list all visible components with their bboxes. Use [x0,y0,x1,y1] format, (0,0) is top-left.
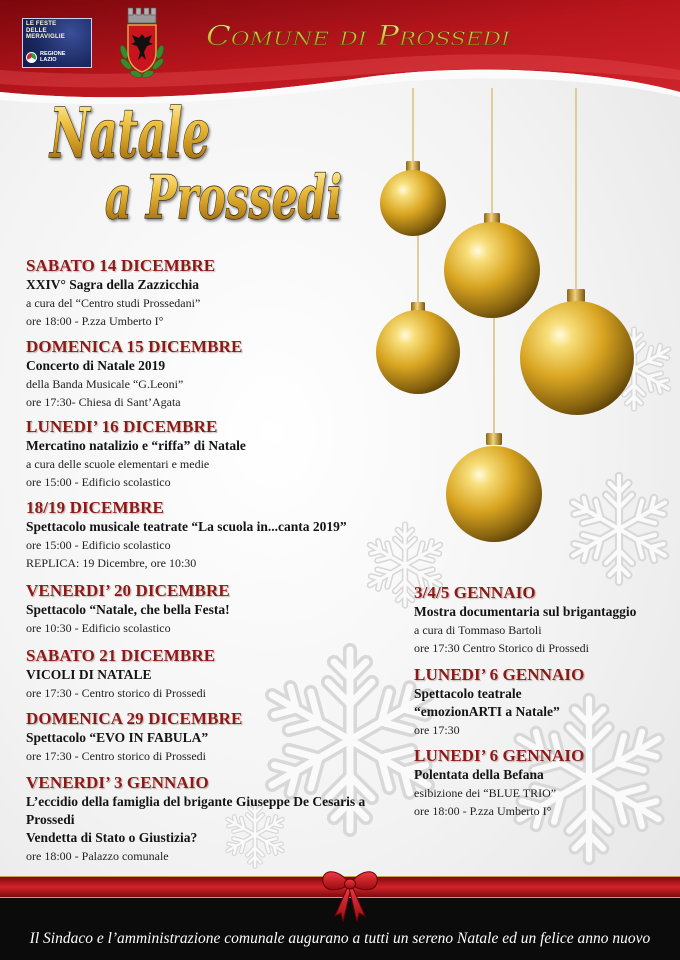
event-date: SABATO 21 DICEMBRE [26,646,216,665]
event-venerdi-20-dicembre [26,581,230,637]
title-a-prossedi: a Prossedi [105,163,342,233]
christmas-ball-icon [380,161,446,236]
lazio-text: LAZIO [40,57,57,63]
event-detail: ore 10:30 - Edificio scolastico [26,621,171,635]
feste-meraviglie-logo [22,18,92,68]
event-date: LUNEDI’ 16 DICEMBRE [26,417,218,436]
logo-line-2: DELLE [26,27,47,34]
event-detail: ore 17:30 [414,723,460,737]
event-detail: ore 17:30- Chiesa di Sant’Agata [26,395,181,409]
event-detail: ore 15:00 - Edificio scolastico [26,538,171,552]
event-title: Spettacolo musicale teatrate “La scuola in...canta 2019” [26,519,347,534]
event-lunedi-6-gennaio-teatro [414,665,584,739]
event-lunedi-6-gennaio-befana [414,746,584,820]
event-date: VENERDI’ 3 GENNAIO [26,773,209,792]
event-lunedi-16-dicembre [26,417,246,491]
event-title: Vendetta di Stato o Giustizia? [26,830,198,845]
event-detail: ore 17:30 Centro Storico di Prossedi [414,641,589,655]
event-detail: a cura del “Centro studi Prossedani” [26,296,201,310]
event-sabato-14-dicembre [26,256,215,330]
christmas-ball-icon [520,289,634,415]
christmas-ball-icon [444,213,540,318]
event-date: VENERDI’ 20 DICEMBRE [26,581,230,600]
event-title: Mercatino natalizio e “riffa” di Natale [26,438,246,453]
event-detail: ore 17:30 - Centro storico di Prossedi [26,749,206,763]
event-title: Concerto di Natale 2019 [26,358,166,373]
comune-crest-icon [116,4,168,80]
comune-title: Comune di Prossedi [206,21,511,52]
event-detail: ore 17:30 - Centro storico di Prossedi [26,686,206,700]
logo-line-1: LE FESTE [26,21,57,27]
event-detail: a cura delle scuole elementari e medie [26,457,210,471]
event-title: “emozionARTI a Natale” [414,704,560,719]
event-date: DOMENICA 15 DICEMBRE [26,337,243,356]
event-detail: ore 18:00 - Palazzo comunale [26,849,169,863]
poster-title [40,92,360,232]
event-3-4-5-gennaio [414,583,636,657]
event-title: Polentata della Befana [414,767,544,782]
event-date: 3/4/5 GENNAIO [414,583,536,602]
event-date: SABATO 14 DICEMBRE [26,256,216,275]
regione-lazio-text [40,51,65,63]
event-title: Spettacolo “EVO IN FABULA” [26,730,209,745]
regione-text: REGIONE [40,51,66,57]
event-detail: esibizione dei “BLUE TRIO” [414,786,557,800]
event-sabato-21-dicembre [26,646,215,702]
event-title: Spettacolo teatrale [414,686,522,701]
event-date: LUNEDI’ 6 GENNAIO [414,665,585,684]
event-date: 18/19 DICEMBRE [26,498,164,517]
event-detail: della Banda Musicale “G.Leoni” [26,377,184,391]
event-title: VICOLI DI NATALE [26,667,152,682]
christmas-ball-icon [376,302,460,394]
logo-line-3: MERAVIGLIE [26,34,65,40]
event-title: Mostra documentaria sul brigantaggio [414,604,637,619]
event-date: DOMENICA 29 DICEMBRE [26,709,243,728]
event-detail: ore 15:00 - Edificio scolastico [26,475,171,489]
ribbon-bow-icon [318,864,382,928]
event-title: L’eccidio della famiglia del brigante Giuseppe De Cesaris a [26,794,366,809]
event-title: Spettacolo “Natale, che bella Festa! [26,602,230,617]
christmas-ball-icon [446,433,542,542]
event-18-19-dicembre [26,498,347,572]
regione-lazio-emblem-icon [26,52,37,63]
event-detail: REPLICA: 19 Dicembre, ore 10:30 [26,556,197,570]
event-domenica-15-dicembre [26,337,242,411]
event-detail: ore 18:00 - P.zza Umberto I° [26,314,164,328]
regione-lazio-logo [26,50,65,64]
event-detail: ore 18:00 - P.zza Umberto I° [414,804,552,818]
title-natale: Natale [48,94,211,174]
event-domenica-29-dicembre [26,709,242,765]
christmas-ornaments [360,85,680,555]
footer-message: Il Sindaco e l’amministrazione comunale augurano a tutti un sereno Natale ed un felice anno nuovo [29,930,651,947]
event-date: LUNEDI’ 6 GENNAIO [414,746,585,765]
event-title: XXIV° Sagra della Zazzicchia [26,277,200,292]
crest-crown-icon [128,8,156,23]
event-title: Prossedi [26,812,75,827]
event-venerdi-3-gennaio [26,773,365,865]
event-detail: a cura di Tommaso Bartoli [414,623,542,637]
